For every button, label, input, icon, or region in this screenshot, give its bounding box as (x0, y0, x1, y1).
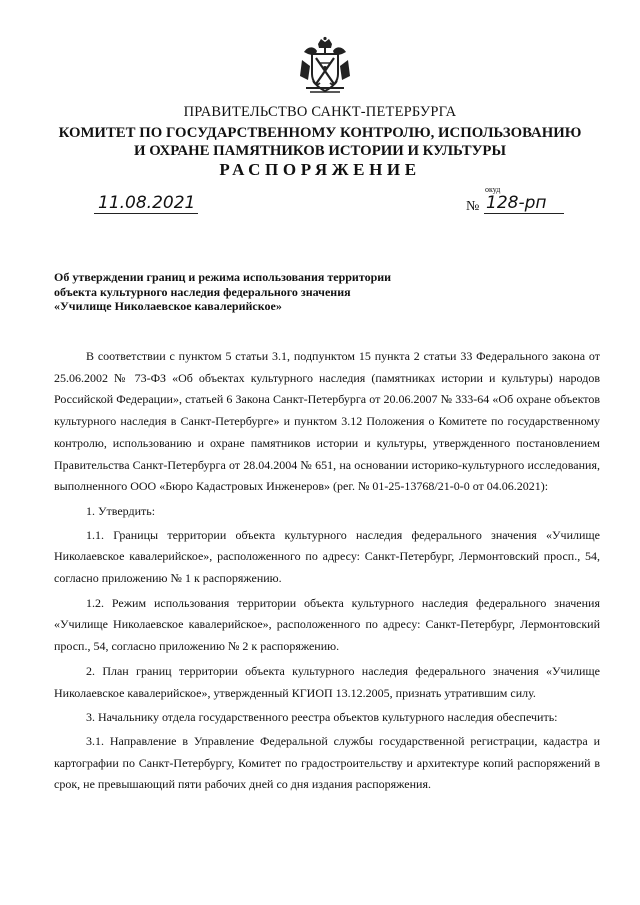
subject-line-3: «Училище Николаевское кавалерийское» (54, 299, 282, 313)
clause-3-1: 3.1. Направление в Управление Федеральной службы государственной регистрации, кадастра и картографии по Санкт-Петербургу, Комитет по градостроительству и архитектуре копий распоряжений в срок, не превышающий пяти рабочих дней со дня издания распоряжения. (54, 733, 600, 792)
government-title: ПРАВИТЕЛЬСТВО САНКТ-ПЕТЕРБУРГА (183, 104, 457, 120)
subject-line-1: Об утверждении границ и режима использования территории (54, 270, 392, 284)
document-date: 11.08.2021 (94, 193, 198, 214)
clause-2: 2. План границ территории объекта культурного наследия федерального значения «Училище Николаевское кавалерийское», утвержденный КГИОП 13.12.2005, признать утратившим силу. (54, 663, 600, 700)
st-petersburg-coat-of-arms-icon (296, 36, 354, 96)
document-subject (54, 270, 454, 314)
clause-1: 1. Утвердить: (86, 503, 156, 518)
committee-title (0, 124, 640, 160)
clause-1-2: 1.2. Режим использования территории объекта культурного наследия федерального значения «Училище Николаевское кавалерийское», расположенного по адресу: Санкт-Петербург, Лермонтовский просп., 54, согласно приложению № 2 к распоряжению. (54, 595, 600, 654)
committee-title-line-2: И ОХРАНЕ ПАМЯТНИКОВ ИСТОРИИ И КУЛЬТУРЫ (133, 143, 506, 159)
number-prefix: № (466, 199, 480, 214)
clause-1-1: 1.1. Границы территории объекта культурного наследия федерального значения «Училище Николаевское кавалерийское», расположенного по адресу: Санкт-Петербург, Лермонтовский просп., 54, согласно приложению № 1 к распоряжению. (54, 527, 600, 586)
okud-label: окуд (485, 185, 501, 194)
preamble-paragraph: В соответствии с пунктом 5 статьи 3.1, подпунктом 15 пункта 2 статьи 33 Федерального закона от 25.06.2002 № 73-ФЗ «Об объектах культурного наследия (памятниках истории и культуры) народов Российской Федерации», статьей 6 Закона Санкт-Петербурга от 20.06.2007 № 333-64 «Об охране объектов культурного наследия в Санкт-Петербурге» и пунктом 3.12 Положения о Комитете по государственному контролю, использованию и охране памятников истории и культуры, утвержденного постановлением Правительства Санкт-Петербурга от 28.04.2004 № 651, на основании историко-культурного исследования, выполненного ООО «Бюро Кадастровых Инженеров» (рег. № 01-25-13768/21-0-0 от 04.06.2021): (54, 349, 600, 494)
committee-title-line-1: КОМИТЕТ ПО ГОСУДАРСТВЕННОМУ КОНТРОЛЮ, ИСПОЛЬЗОВАНИЮ (58, 125, 582, 141)
document-number: 128-рп (484, 193, 564, 214)
document-body (54, 346, 600, 799)
document-type: РАСПОРЯЖЕНИЕ (219, 160, 421, 179)
subject-line-2: объекта культурного наследия федерального значения (54, 284, 351, 299)
clause-3: 3. Начальнику отдела государственного реестра объектов культурного наследия обеспечить: (86, 710, 558, 725)
